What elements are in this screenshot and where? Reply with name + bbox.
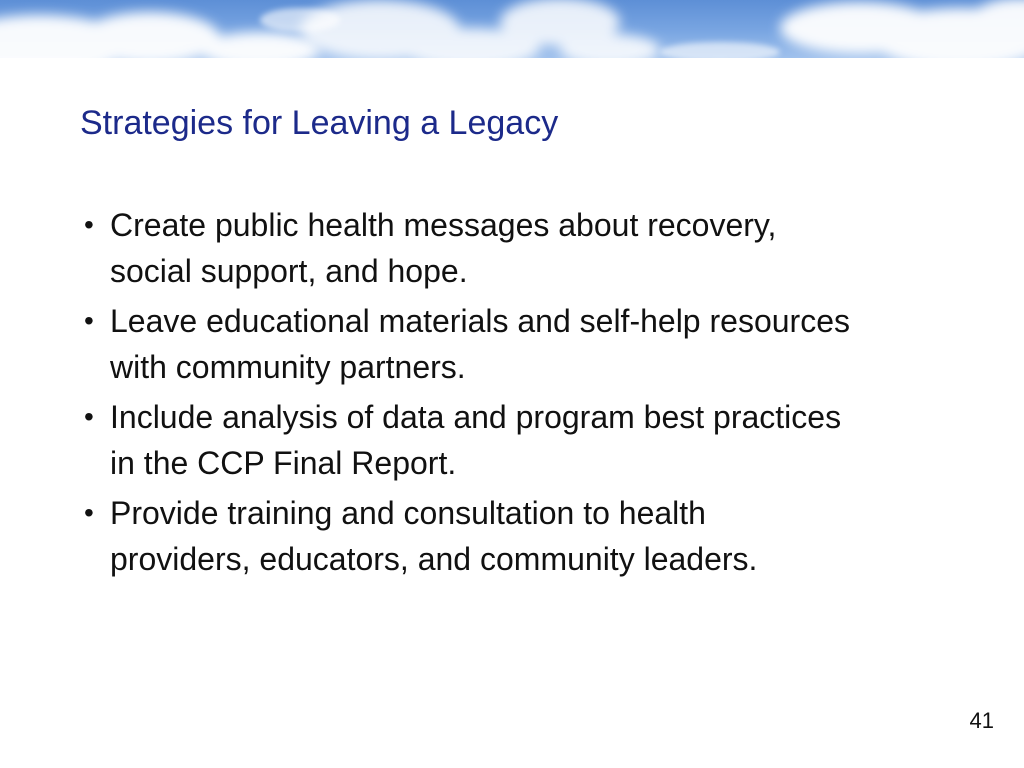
bullet-line: social support, and hope.: [110, 253, 468, 289]
bullet-line: providers, educators, and community leaders.: [110, 541, 758, 577]
bullet-line: with community partners.: [110, 349, 466, 385]
bullet-item: [84, 394, 984, 486]
bullet-line: Provide training and consultation to health: [110, 495, 706, 531]
sky-cloud-banner: [0, 0, 1024, 58]
bullet-line: Leave educational materials and self-help resources: [110, 303, 850, 339]
page-number: 41: [969, 708, 994, 733]
bullet-line: Include analysis of data and program best practices: [110, 399, 842, 435]
bullet-marker: •: [84, 497, 94, 528]
bullet-item: [84, 298, 984, 390]
bullet-marker: •: [84, 401, 94, 432]
slide-title: Strategies for Leaving a Legacy: [80, 104, 559, 142]
bullet-list: [84, 202, 984, 586]
cloud-illustration: [0, 0, 1024, 58]
bullet-line: Create public health messages about recovery,: [110, 207, 777, 243]
bullet-item: [84, 490, 984, 582]
bullet-marker: •: [84, 209, 94, 240]
bullet-marker: •: [84, 305, 94, 336]
bullet-line: in the CCP Final Report.: [110, 445, 457, 481]
bullet-item: [84, 202, 984, 294]
